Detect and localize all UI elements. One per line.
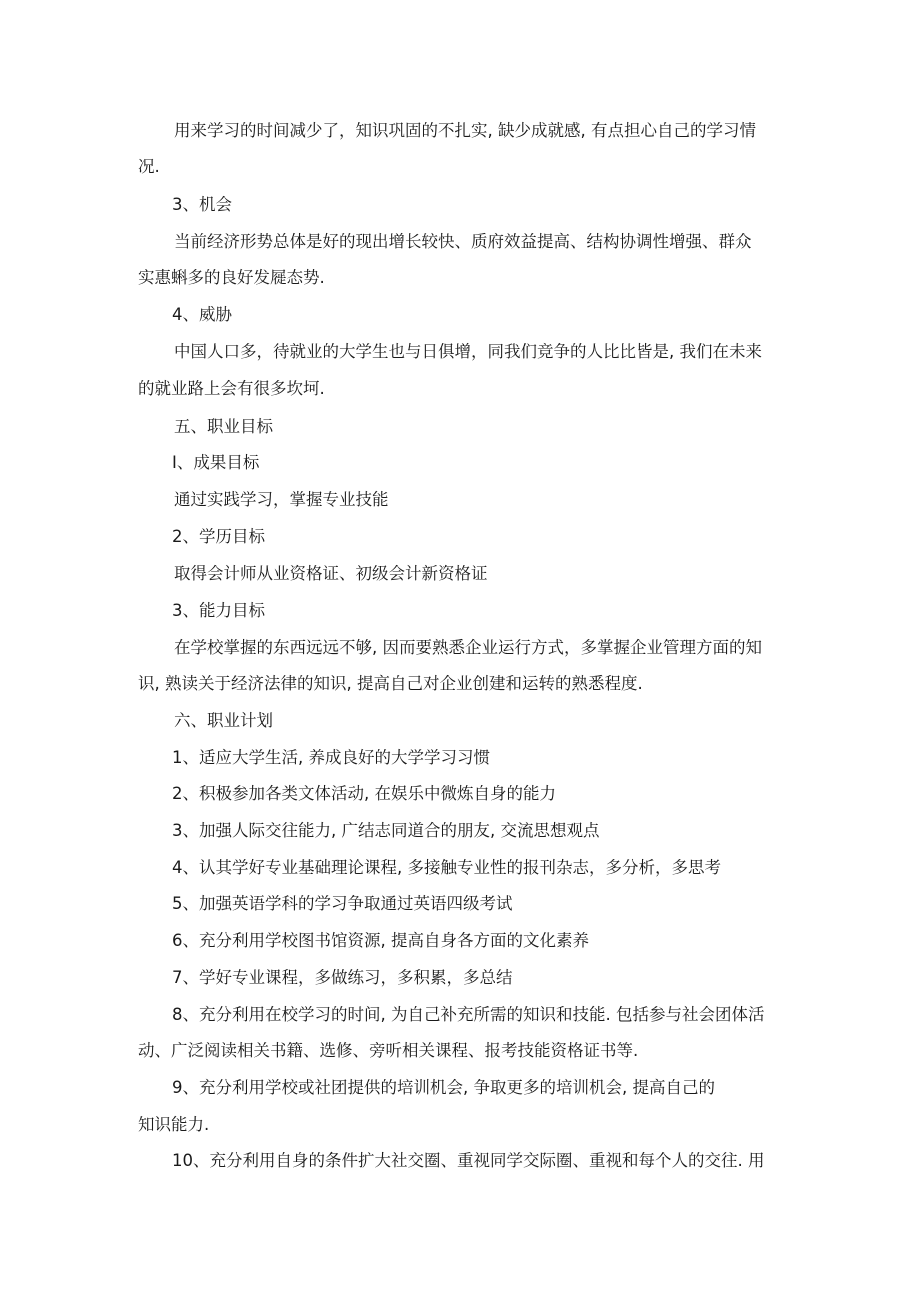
paragraph-line: 识, 熟读关于经济法律的知识, 提高自己对企业创建和运转的熟悉程度. <box>138 674 643 693</box>
section-heading: 2、学历目标 <box>172 527 265 546</box>
list-item: 3、加强人际交往能力, 广结志同道合的朋友, 交流思想观点 <box>172 821 600 840</box>
list-item: 7、学好专业课程，多做练习，多积累，多总结 <box>172 968 513 987</box>
section-heading: 3、机会 <box>172 195 232 214</box>
list-item: 10、充分利用自身的条件扩大社交圈、重视同学交际圈、重视和每个人的交往. 用 <box>172 1151 765 1170</box>
chapter-heading: 五、职业目标 <box>174 417 273 436</box>
list-item: 6、充分利用学校图书馆资源, 提高自身各方面的文化素养 <box>172 931 589 950</box>
list-item: 8、充分利用在校学习的时间, 为自己补充所需的知识和技能. 包括参与社会团体活 <box>172 1005 765 1024</box>
paragraph-line: 在学校掌握的东西远远不够, 因而要熟悉企业运行方式，多掌握企业管理方面的知 <box>174 638 762 657</box>
chapter-heading: 六、职业计划 <box>174 711 273 730</box>
list-item: 4、认其学好专业基础理论课程, 多接触专业性的报刊杂志，多分析，多思考 <box>172 858 721 877</box>
paragraph-line: 中国人口多，待就业的大学生也与日俱增，同我们竞争的人比比皆是, 我们在未来 <box>174 342 762 361</box>
section-heading: 4、威胁 <box>172 305 232 324</box>
paragraph-line: 的就业路上会有很多坎坷. <box>138 379 325 398</box>
paragraph-line: 当前经济形势总体是好的现出增长较快、质府效益提高、结构协调性增强、群众 <box>174 232 752 251</box>
section-heading: 3、能力目标 <box>172 601 265 620</box>
paragraph-line: 动、广泛阅读相关书籍、选修、旁听相关课程、报考技能资格证书等. <box>138 1041 639 1060</box>
list-item: 5、加强英语学科的学习争取通过英语四级考试 <box>172 894 513 913</box>
paragraph-line: 况. <box>138 157 160 176</box>
paragraph-line: 知识能力. <box>138 1115 210 1134</box>
list-item: 1、适应大学生活, 养成良好的大学学习习惯 <box>172 748 490 767</box>
paragraph-line: 实惠蝌多的良好发屣态势. <box>138 268 325 287</box>
paragraph-line: 通过实践学习，掌握专业技能 <box>174 490 389 509</box>
section-heading: I、成果目标 <box>172 453 260 472</box>
paragraph-line: 用来学习的时间减少了，知识巩固的不扎实, 缺少成就感, 有点担心自己的学习情 <box>174 121 756 140</box>
list-item: 2、积极参加各类文体活动, 在娱乐中微炼自身的能力 <box>172 784 556 803</box>
paragraph-line: 取得会计师从业资格证、初级会计新资格证 <box>174 564 488 583</box>
list-item: 9、充分利用学校或社团提供的培训机会, 争取更多的培训机会, 提高自己的 <box>172 1078 715 1097</box>
